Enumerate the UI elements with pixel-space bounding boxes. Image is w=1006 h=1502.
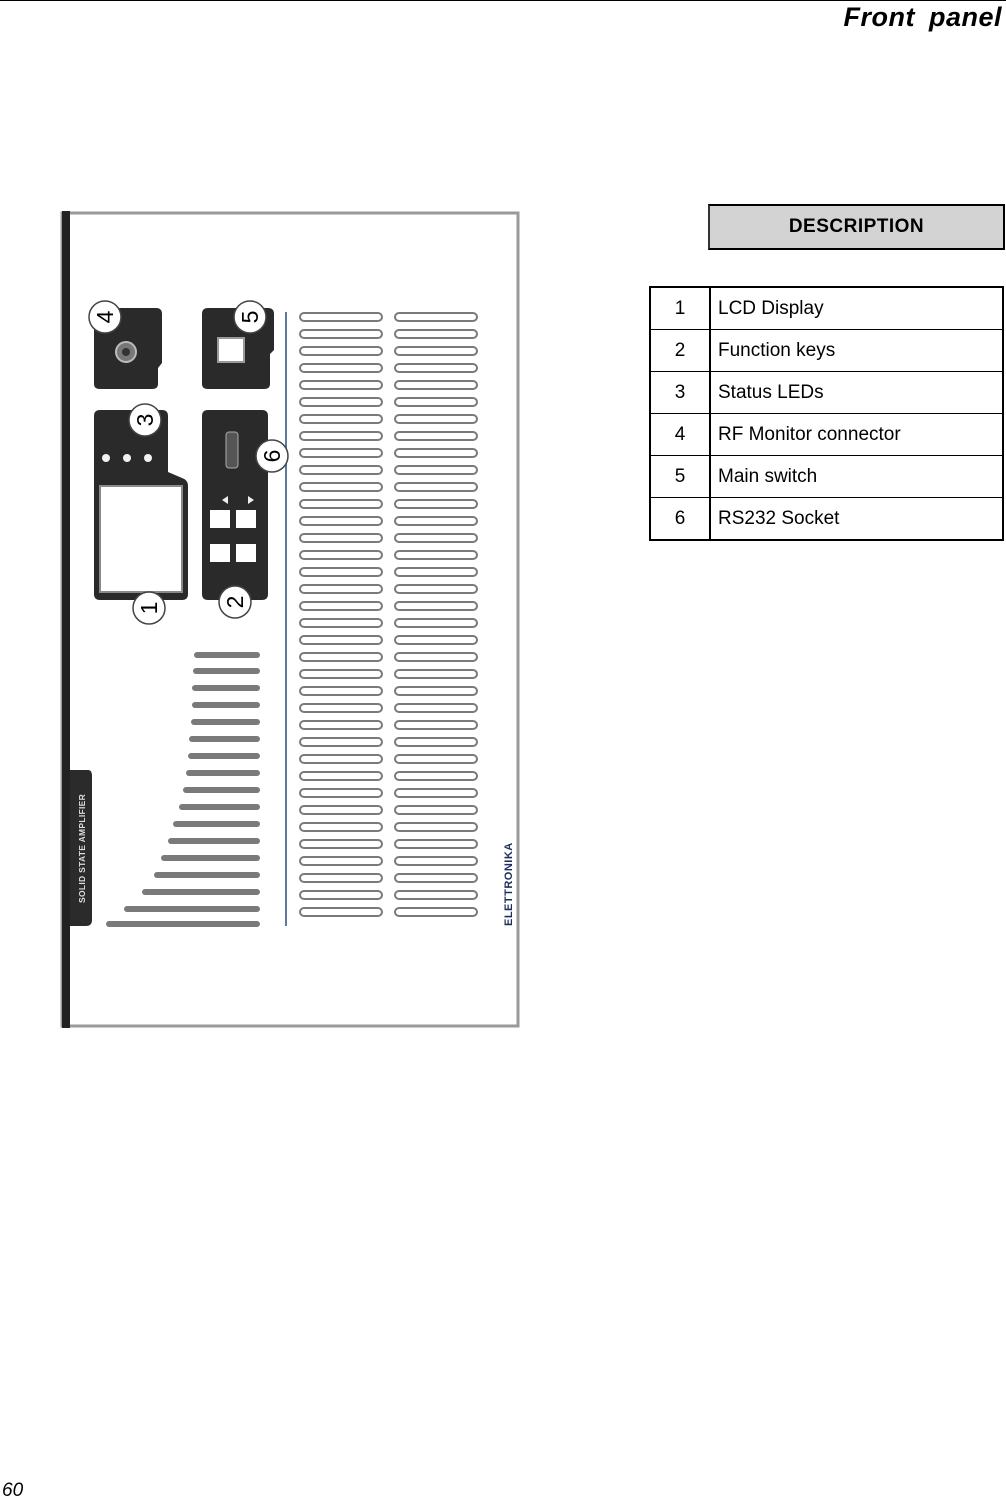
callout-1 [133,592,165,624]
vent-slot [300,874,382,882]
vent-slot [395,534,477,542]
item-label: LCD Display [710,287,1003,330]
function-key-1 [210,510,230,528]
vent-slot [395,415,477,423]
vent-slot [300,500,382,508]
vent-slot [395,500,477,508]
item-number: 4 [650,414,710,456]
vent-slot [300,755,382,763]
table-row [650,456,1003,498]
vent-slot [395,398,477,406]
item-label: Main switch [710,456,1003,498]
vent-slot [300,840,382,848]
vent-slot [395,908,477,916]
table-row [650,372,1003,414]
rs232-socket [226,432,238,468]
callout-4 [89,301,121,333]
vent-slot [300,483,382,491]
item-number: 6 [650,498,710,541]
vent-slot [395,483,477,491]
vent-slot [395,364,477,372]
vent-slot [395,585,477,593]
vent-slot [300,585,382,593]
vent-slot [300,721,382,729]
status-led-2 [123,454,131,462]
vent-slot [300,364,382,372]
vent-slot [300,857,382,865]
vent-slot [395,755,477,763]
vent-slot [395,347,477,355]
vent-slot [300,313,382,321]
callout-5 [234,301,266,333]
vent-slot [395,466,477,474]
vent-slot [300,653,382,661]
callout-3 [129,404,161,436]
item-number: 5 [650,456,710,498]
power-switch [218,338,244,362]
item-number: 1 [650,287,710,330]
vent-slot [395,449,477,457]
table-row [650,498,1003,541]
svg-text:5: 5 [237,310,263,324]
vent-slot [300,636,382,644]
vent-slot [300,806,382,814]
vent-slot [395,381,477,389]
vertical-label: SOLID STATE AMPLIFIER [77,793,87,903]
vent-slot [395,517,477,525]
vent-slot [395,568,477,576]
item-label: RF Monitor connector [710,414,1003,456]
svg-text:2: 2 [222,595,248,609]
vent-slot [300,670,382,678]
item-label: Status LEDs [710,372,1003,414]
vent-slot [300,704,382,712]
vent-slot [395,687,477,695]
vent-slot [300,687,382,695]
table-row [650,414,1003,456]
vent-slot [300,432,382,440]
vent-slot [300,534,382,542]
item-label: Function keys [710,330,1003,372]
vent-slot [395,313,477,321]
rack-ear [62,211,70,1028]
vent-slot [300,789,382,797]
status-led-3 [144,454,152,462]
vent-slot [300,908,382,916]
description-table [649,286,1004,541]
brand-logo: ELETTRONIKA [503,842,515,926]
vent-slot [300,738,382,746]
vent-slot [300,330,382,338]
vent-slot [395,619,477,627]
status-led-1 [102,454,110,462]
vent-slot [395,857,477,865]
vent-slot [395,840,477,848]
item-label: RS232 Socket [710,498,1003,541]
vent-slot [300,381,382,389]
vent-slot [300,415,382,423]
function-key-3 [210,544,230,562]
vent-slot [395,653,477,661]
vent-slot [395,330,477,338]
vent-slot [300,568,382,576]
vent-slot [395,551,477,559]
function-key-2 [236,510,256,528]
table-row [650,330,1003,372]
section-title: Front panel [843,2,1002,32]
vent-slot [395,670,477,678]
svg-text:3: 3 [132,413,158,427]
svg-text:6: 6 [259,449,285,463]
front-panel-figure [58,208,524,1032]
callout-6 [256,440,288,472]
vent-slot [300,891,382,899]
vent-slot [395,602,477,610]
vent-slot [300,398,382,406]
description-header: DESCRIPTION [708,204,1005,250]
item-number: 2 [650,330,710,372]
vent-slot [395,704,477,712]
svg-text:4: 4 [92,310,118,324]
vent-slot [395,789,477,797]
callout-2 [219,586,251,618]
vent-slot [300,466,382,474]
item-number: 3 [650,372,710,414]
vent-slot [395,738,477,746]
vent-slot [395,636,477,644]
vent-slot [395,772,477,780]
vent-slot [300,772,382,780]
vent-slot [300,347,382,355]
vent-slot [395,721,477,729]
vent-slot [300,602,382,610]
vent-slot [395,891,477,899]
vent-slot [395,432,477,440]
svg-text:1: 1 [136,601,162,615]
vent-slot [395,823,477,831]
vent-slot [300,449,382,457]
vent-slot [395,874,477,882]
table-row [650,287,1003,330]
vent-slot [300,619,382,627]
page-number: 60 [2,1480,24,1501]
vent-slot [300,551,382,559]
function-key-4 [236,544,256,562]
vent-slot [300,517,382,525]
vent-slot [300,823,382,831]
lcd-display [100,486,182,592]
vent-slot [395,806,477,814]
